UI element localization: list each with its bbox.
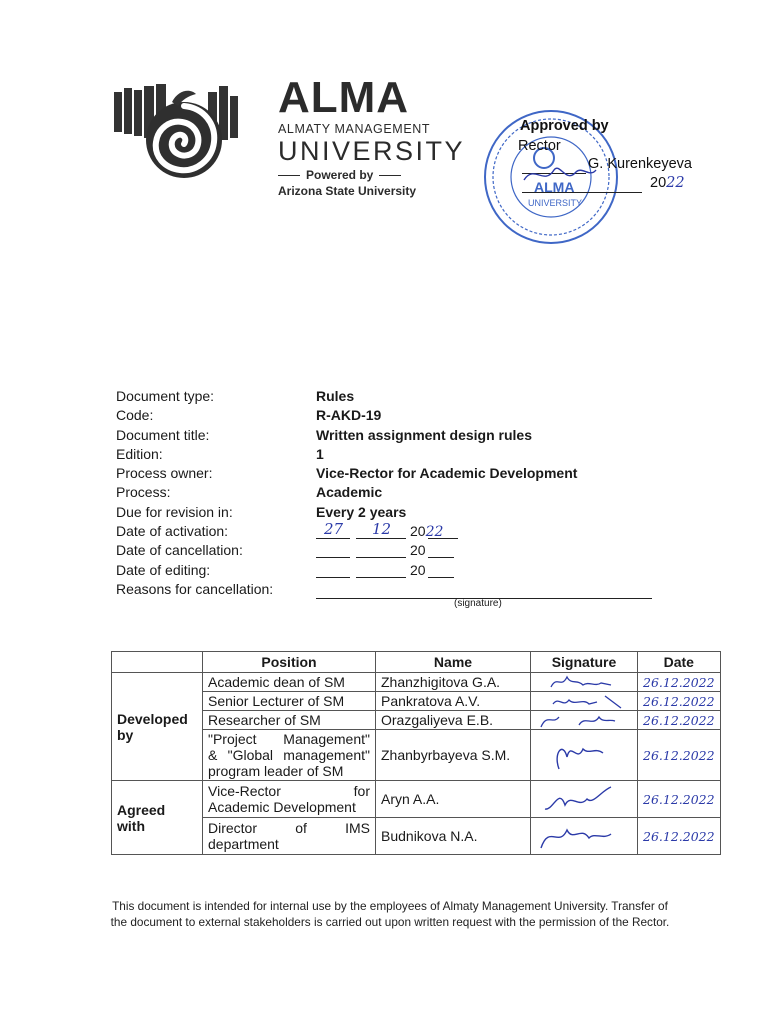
logo-asu-text: Arizona State University [278, 184, 417, 198]
logo-powered-by [278, 168, 465, 182]
row-position: Vice-Rector for Academic Development [203, 781, 376, 818]
meta-label-activation: Date of activation: [116, 523, 229, 540]
meta-value-edition: 1 [316, 445, 324, 462]
row-date: 26.12.2022 [643, 675, 715, 690]
signature-icon [531, 711, 637, 729]
logo-university-text: UNIVERSITY [278, 136, 466, 166]
activation-year: 22 [425, 524, 444, 541]
cancellation-date-field [316, 542, 466, 561]
row-date: 26.12.2022 [643, 792, 715, 807]
editing-date-field [316, 562, 466, 581]
approval-rector-label: Rector [518, 138, 561, 154]
logo-alma-text: ALMA [278, 73, 410, 122]
row-position: Researcher of SM [203, 711, 376, 730]
meta-value-code: R-AKD-19 [316, 407, 382, 424]
meta-label-revision: Due for revision in: [116, 503, 233, 520]
row-date: 26.12.2022 [643, 713, 715, 728]
row-date: 26.12.2022 [643, 748, 715, 763]
approval-date-line [522, 192, 642, 193]
cancellation-year-prefix: 20 [410, 542, 426, 559]
university-wordmark [278, 73, 466, 198]
meta-label-reasons: Reasons for cancellation: [116, 580, 274, 597]
signature-icon [531, 781, 637, 817]
meta-label-process-owner: Process owner: [116, 465, 213, 482]
header-signature: Signature [531, 652, 638, 673]
row-name: Zhanbyrbayeva S.M. [376, 730, 531, 781]
header-date: Date [638, 652, 721, 673]
university-logo-icon [112, 78, 252, 188]
meta-value-title: Written assignment design rules [316, 426, 533, 443]
table-row [112, 818, 721, 855]
row-date: 26.12.2022 [643, 694, 715, 709]
meta-label-edition: Edition: [116, 445, 163, 462]
meta-label-cancellation: Date of cancellation: [116, 542, 243, 559]
agreed-with-label: Agreed with [112, 781, 203, 855]
editing-year-prefix: 20 [410, 561, 426, 578]
svg-text:UNIVERSITY: UNIVERSITY [528, 198, 583, 208]
footer-note: This document is intended for internal use by the employees of Almaty Management University. Transfer of the document to external stakeholders is carried out upon written request with the permission of the Rector. [110, 899, 670, 929]
row-position: Director of IMS department [203, 818, 376, 855]
activation-date-field: 27 12 2022 [316, 523, 466, 542]
meta-value-revision: Every 2 years [316, 503, 407, 520]
meta-value-process: Academic [316, 484, 383, 501]
table-row [112, 673, 721, 692]
meta-label-title: Document title: [116, 426, 210, 443]
approval-year: 2022 [650, 175, 685, 191]
table-row [112, 730, 721, 781]
meta-label-editing: Date of editing: [116, 561, 211, 578]
activation-day: 27 [324, 520, 344, 539]
developed-by-label: Developed by [112, 673, 203, 781]
meta-value-process-owner: Vice-Rector for Academic Development [316, 465, 578, 482]
row-date: 26.12.2022 [643, 829, 715, 844]
meta-label-process: Process: [116, 484, 171, 501]
approval-table [111, 651, 721, 855]
logo-almaty-text: ALMATY MANAGEMENT [278, 122, 431, 136]
approval-rector-name: G. Kurenkeyeva [588, 156, 692, 172]
row-name: Zhanzhigitova G.A. [376, 673, 531, 692]
logo-powered-text: Powered by [306, 168, 374, 182]
row-name: Orazgaliyeva E.B. [376, 711, 531, 730]
row-position: Senior Lecturer of SM [203, 692, 376, 711]
header-position: Position [203, 652, 376, 673]
approval-year-handwritten: 22 [666, 175, 685, 191]
rector-signature-icon [520, 160, 600, 190]
row-name: Aryn A.A. [376, 781, 531, 818]
approval-title: Approved by [520, 118, 609, 134]
meta-label-code: Code: [116, 407, 154, 424]
row-position: Academic dean of SM [203, 673, 376, 692]
row-position: "Project Management" & "Global management" program leader of SM [203, 730, 376, 781]
activation-month: 12 [372, 520, 392, 539]
signature-caption: (signature) [454, 598, 502, 609]
signature-icon [531, 733, 637, 777]
table-row [112, 711, 721, 730]
header-name: Name [376, 652, 531, 673]
table-row [112, 781, 721, 818]
row-name: Pankratova A.V. [376, 692, 531, 711]
signature-icon [531, 673, 637, 691]
meta-value-document-type: Rules [316, 388, 355, 404]
row-name: Budnikova N.A. [376, 818, 531, 855]
signature-icon [531, 692, 637, 710]
meta-label-document-type: Document type: [116, 388, 215, 404]
signature-icon [531, 818, 637, 854]
svg-text:ALMA: ALMA [534, 179, 575, 195]
table-header-row [112, 652, 721, 673]
table-row [112, 692, 721, 711]
